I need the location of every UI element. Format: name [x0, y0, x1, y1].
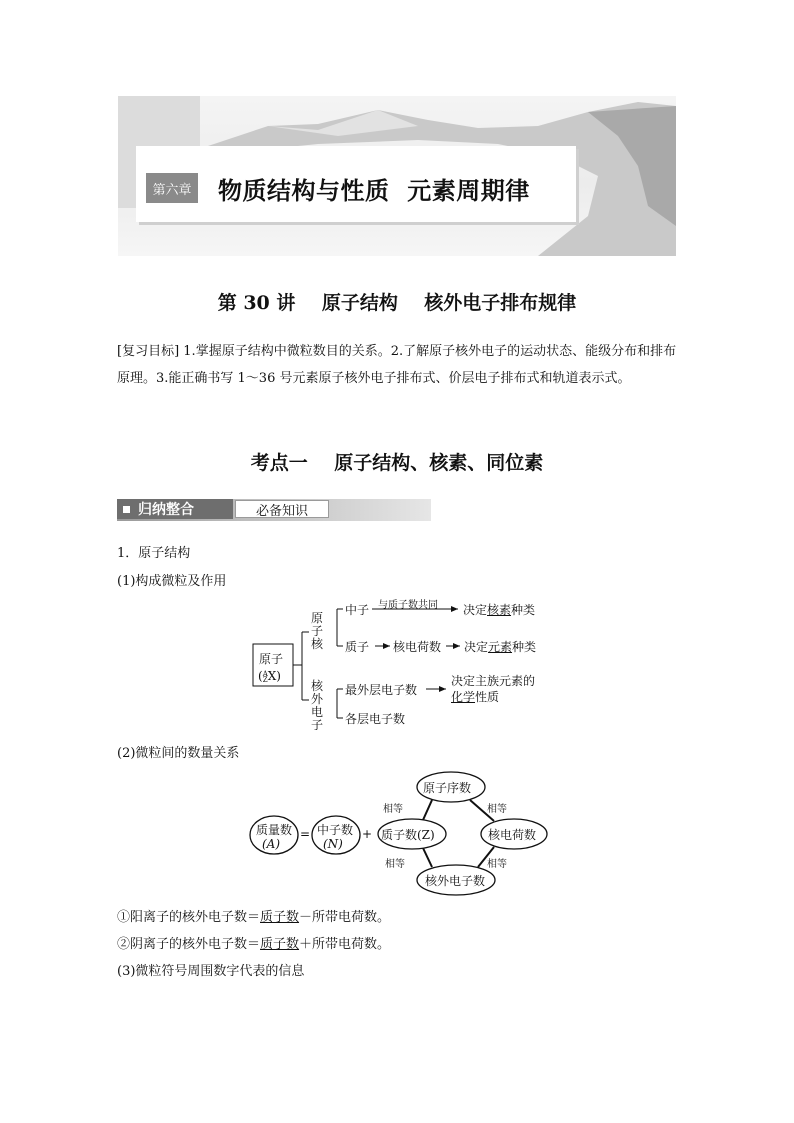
equals-sign: = — [300, 827, 311, 841]
section-title: 考点一 原子结构、核素、同位素 — [250, 452, 544, 474]
neutron-label: 中子 — [345, 603, 370, 617]
proton-result: 决定元素种类 — [464, 640, 537, 654]
outermost-result-key: 化学 — [451, 690, 476, 704]
rule-1-key: 质子数 — [260, 910, 300, 925]
neutron-result-key: 核素 — [487, 603, 512, 617]
each-layer-label: 各层电子数 — [345, 712, 406, 726]
bar-label-right: 必备知识 — [235, 500, 329, 518]
atomic-number-sub: Z — [262, 675, 268, 684]
rule-2: ②阴离子的核外电子数＝质子数＋所带电荷数。 — [117, 937, 391, 952]
rule-1: ①阳离子的核外电子数＝质子数－所带电荷数。 — [117, 910, 391, 925]
outer-char-2: 外 — [311, 692, 324, 706]
review-tag: [复习目标] — [117, 344, 180, 359]
equal-label-1: 相等 — [383, 804, 403, 815]
atomic-number-label: 原子序数 — [423, 781, 472, 795]
lecture-title: 第 30 讲 原子结构 核外电子排布规律 — [217, 292, 577, 314]
equal-label-3: 相等 — [385, 859, 405, 870]
nucleus-char-2: 子 — [311, 624, 324, 638]
proton-label: 质子 — [345, 640, 370, 654]
chapter-tag: 第六章 — [146, 173, 198, 203]
neutron-number-label: 中子数 — [317, 823, 354, 837]
mass-number-label: 质量数 — [256, 823, 293, 837]
mass-number-super: A — [262, 669, 268, 678]
outer-char-3: 电 — [311, 705, 324, 719]
nucleus-char-3: 核 — [311, 637, 324, 651]
item-1-2: (2)微粒间的数量关系 — [117, 746, 240, 761]
item-1: 1．原子结构 — [117, 546, 191, 561]
equal-label-2: 相等 — [487, 804, 507, 815]
bar-left-text: 归纳整合 — [138, 502, 194, 518]
item-1-3: (3)微粒符号周围数字代表的信息 — [117, 964, 305, 979]
nucleus-char-1: 原 — [311, 611, 324, 625]
outer-char-4: 子 — [311, 718, 324, 732]
proton-number-label: 质子数(Z) — [381, 828, 435, 842]
outermost-result-1: 决定主族元素的 — [451, 674, 536, 688]
proton-result-key: 元素 — [488, 640, 513, 654]
neutron-number-symbol: (N) — [323, 837, 343, 851]
plus-sign: + — [362, 827, 373, 841]
mass-number-symbol: (A) — [262, 837, 281, 851]
atom-symbol: (A ZX) — [258, 669, 281, 684]
outermost-label: 最外层电子数 — [345, 683, 418, 697]
nuclear-charge-number-label: 核电荷数 — [488, 828, 537, 842]
neutron-result: 决定核素种类 — [463, 603, 536, 617]
equal-label-4: 相等 — [487, 859, 507, 870]
review-text: 1.掌握原子结构中微粒数目的关系。2.了解原子核外电子的运动状态、能级分布和排布原理。3.能正确书写 1～36 号元素原子核外电子排布式、价层电子排布式和轨道表示式。 — [117, 344, 677, 386]
item-1-1: (1)构成微粒及作用 — [117, 574, 227, 589]
outermost-result-2: 化学性质 — [451, 690, 500, 704]
rule-2-key: 质子数 — [260, 937, 300, 952]
neutron-note: 与质子数共同 — [378, 600, 438, 611]
outer-char-1: 核 — [311, 679, 324, 693]
atom-label: 原子 — [259, 652, 284, 666]
nuclear-charge-label: 核电荷数 — [393, 640, 442, 654]
chapter-title: 物质结构与性质 元素周期律 — [218, 177, 530, 205]
electron-number-label: 核外电子数 — [425, 874, 486, 888]
